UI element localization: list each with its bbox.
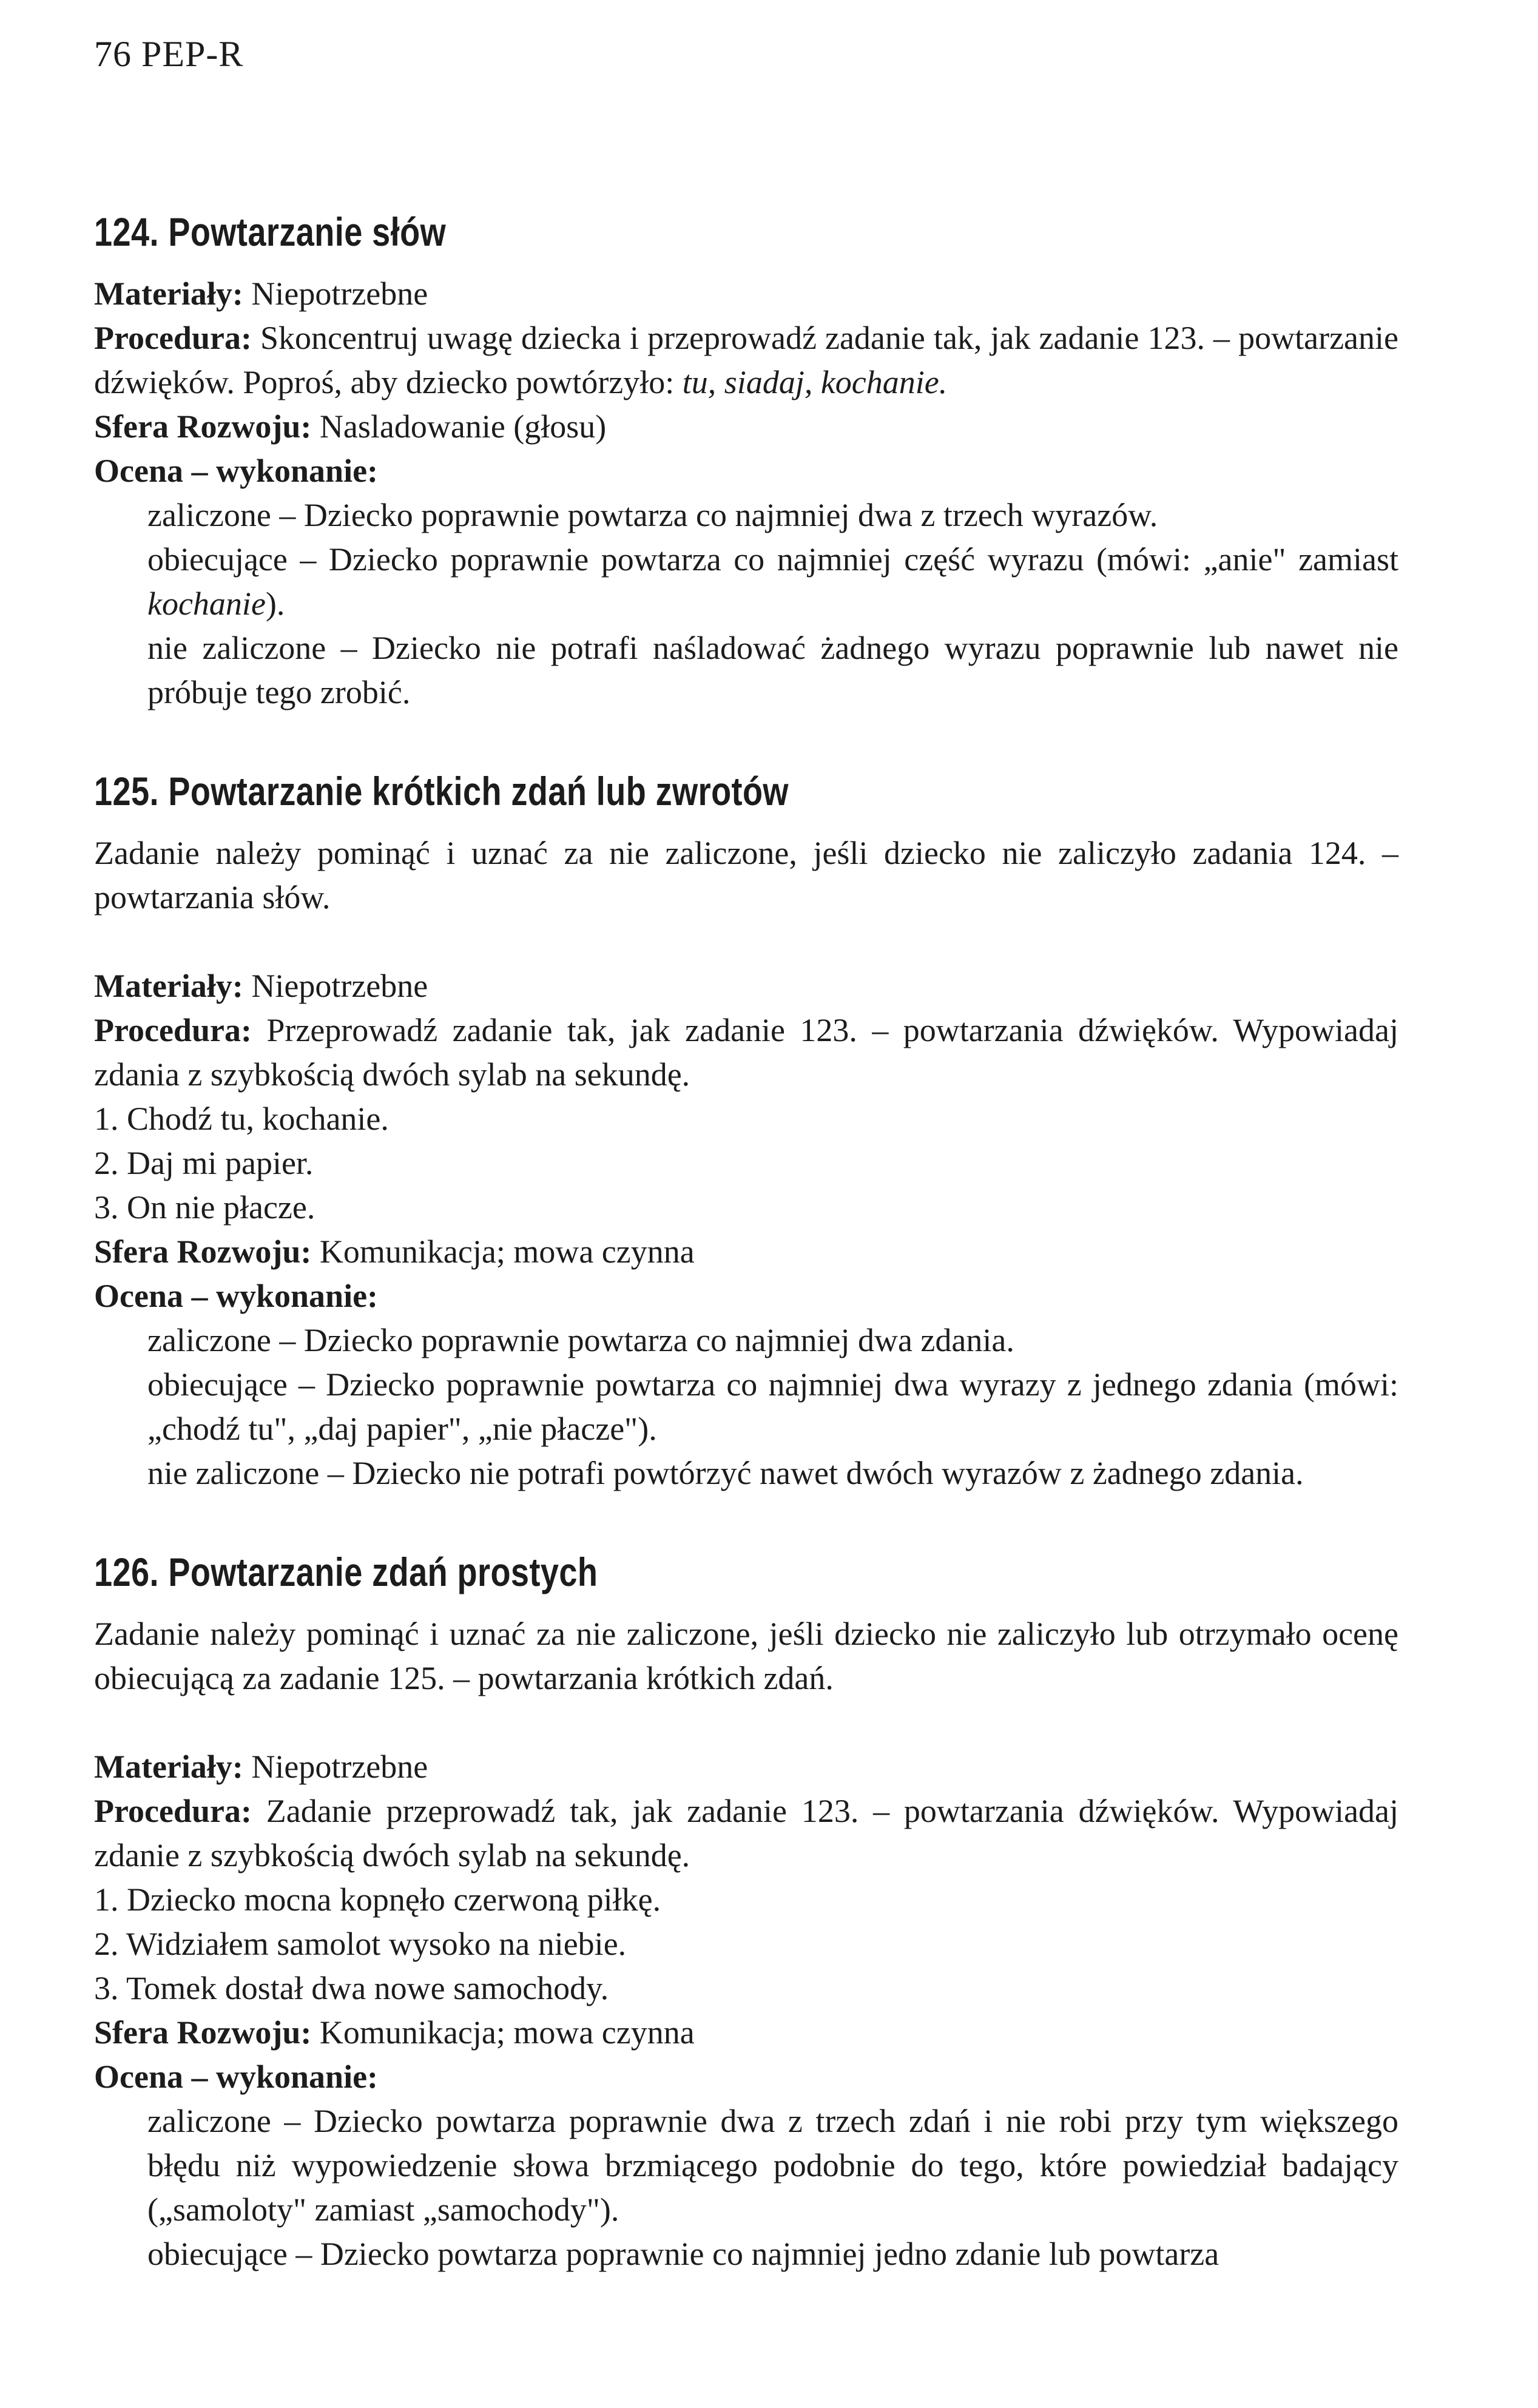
development-line [94,2011,1398,2055]
rating-emerge: obiecujące – Dziecko powtarza poprawnie co najmniej jedno zdanie lub powtarza [147,2236,1219,2272]
rating-label: Ocena – wykonanie: [94,1278,379,1314]
running-head: 76 PEP-R [94,34,244,74]
document-page [94,33,1398,2330]
rating-label: Ocena – wykonanie: [94,453,379,489]
development-value: Komunikacja; mowa czynna [319,1233,695,1270]
spacer [94,1701,1398,1745]
rating-fail: nie zaliczone – Dziecko nie potrafi naśladować żadnego wyrazu poprawnie lub nawet nie próbuje tego zrobić. [147,630,1398,710]
section-125 [94,768,1398,1496]
emerge-end: ). [265,585,285,622]
list-item: 1. Chodź tu, kochanie. [94,1101,389,1137]
section-title-125: 125. Powtarzanie krótkich zdań lub zwrotów [94,769,789,814]
procedure-label: Procedura: [94,1012,252,1048]
procedure-line [94,1789,1398,1878]
development-label: Sfera Rozwoju: [94,408,312,445]
rating-pass: zaliczone – Dziecko powtarza poprawnie dwa z trzech zdań i nie robi przy tym większego błędu niż wypowiedzenie słowa brzmiącego podobnie do tego, które powiedział badający („samoloty" zamiast „samochody"). [147,2103,1398,2228]
procedure-text: Przeprowadź zadanie tak, jak zadanie 123. – powtarzania dźwięków. Wypowiadaj zdania z szybkością dwóch sylab na sekundę. [94,1012,1398,1093]
materials-value: Niepotrzebne [251,968,428,1004]
materials-line [94,272,1398,316]
materials-line [94,964,1398,1008]
development-label: Sfera Rozwoju: [94,1233,312,1270]
materials-value: Niepotrzebne [251,1749,428,1785]
materials-line [94,1745,1398,1789]
intro-text: Zadanie należy pominąć i uznać za nie zaliczone, jeśli dziecko nie zaliczyło zadania 124. – powtarzania słów. [94,835,1398,916]
procedure-label: Procedura: [94,1793,252,1829]
development-value: Komunikacja; mowa czynna [319,2014,695,2051]
development-line [94,1230,1398,1274]
procedure-words: tu, siadaj, kochanie. [682,364,948,400]
procedure-text: Skoncentruj uwagę dziecka i przeprowadź zadanie tak, jak zadanie 123. – powtarzanie dźwięków. Poproś, aby dziecko powtórzyło: [94,320,1398,400]
procedure-text: Zadanie przeprowadź tak, jak zadanie 123. – powtarzania dźwięków. Wypowiadaj zdanie z szybkością dwóch sylab na sekundę. [94,1793,1399,1873]
development-value: Nasladowanie (głosu) [319,408,607,445]
development-label: Sfera Rozwoju: [94,2014,312,2051]
list-item: 2. Widziałem samolot wysoko na niebie. [94,1926,627,1962]
list-item: 3. On nie płacze. [94,1189,315,1226]
list-item: 1. Dziecko mocna kopnęło czerwoną piłkę. [94,1881,661,1918]
rating-fail: nie zaliczone – Dziecko nie potrafi powtórzyć nawet dwóch wyrazów z żadnego zdania. [147,1455,1304,1491]
rating-pass: zaliczone – Dziecko poprawnie powtarza co najmniej dwa zdania. [147,1322,1014,1358]
materials-label: Materiały: [94,275,243,312]
materials-label: Materiały: [94,1749,243,1785]
rating-line [94,2055,1398,2099]
rating-pass: zaliczone – Dziecko poprawnie powtarza co najmniej dwa z trzech wyrazów. [147,497,1158,533]
procedure-line [94,316,1398,405]
rating-emerge: obiecujące – Dziecko poprawnie powtarza co najmniej dwa wyrazy z jednego zdania (mówi: „chodź tu", „daj papier", „nie płacze"). [147,1366,1398,1447]
procedure-line [94,1008,1398,1097]
procedure-label: Procedura: [94,320,252,356]
section-title-126: 126. Powtarzanie zdań prostych [94,1550,598,1594]
spacer [94,920,1398,964]
intro-text: Zadanie należy pominąć i uznać za nie zaliczone, jeśli dziecko nie zaliczyło lub otrzymało ocenę obiecującą za zadanie 125. – powtarzania krótkich zdań. [94,1616,1398,1696]
list-item: 3. Tomek dostał dwa nowe samochody. [94,1970,609,2006]
development-line [94,405,1398,449]
rating-label: Ocena – wykonanie: [94,2059,379,2095]
section-title-124: 124. Powtarzanie słów [94,209,447,254]
rating-line [94,1274,1398,1318]
emerge-text: obiecujące – Dziecko poprawnie powtarza co najmniej część wyrazu (mówi: „anie" zamiast [147,541,1398,578]
section-124 [94,209,1398,715]
rating-line [94,449,1398,493]
materials-label: Materiały: [94,968,243,1004]
materials-value: Niepotrzebne [251,275,428,312]
emerge-word: kochanie [147,585,266,622]
list-item: 2. Daj mi papier. [94,1145,314,1181]
section-126 [94,1549,1398,2276]
rating-emerge [94,538,1398,626]
